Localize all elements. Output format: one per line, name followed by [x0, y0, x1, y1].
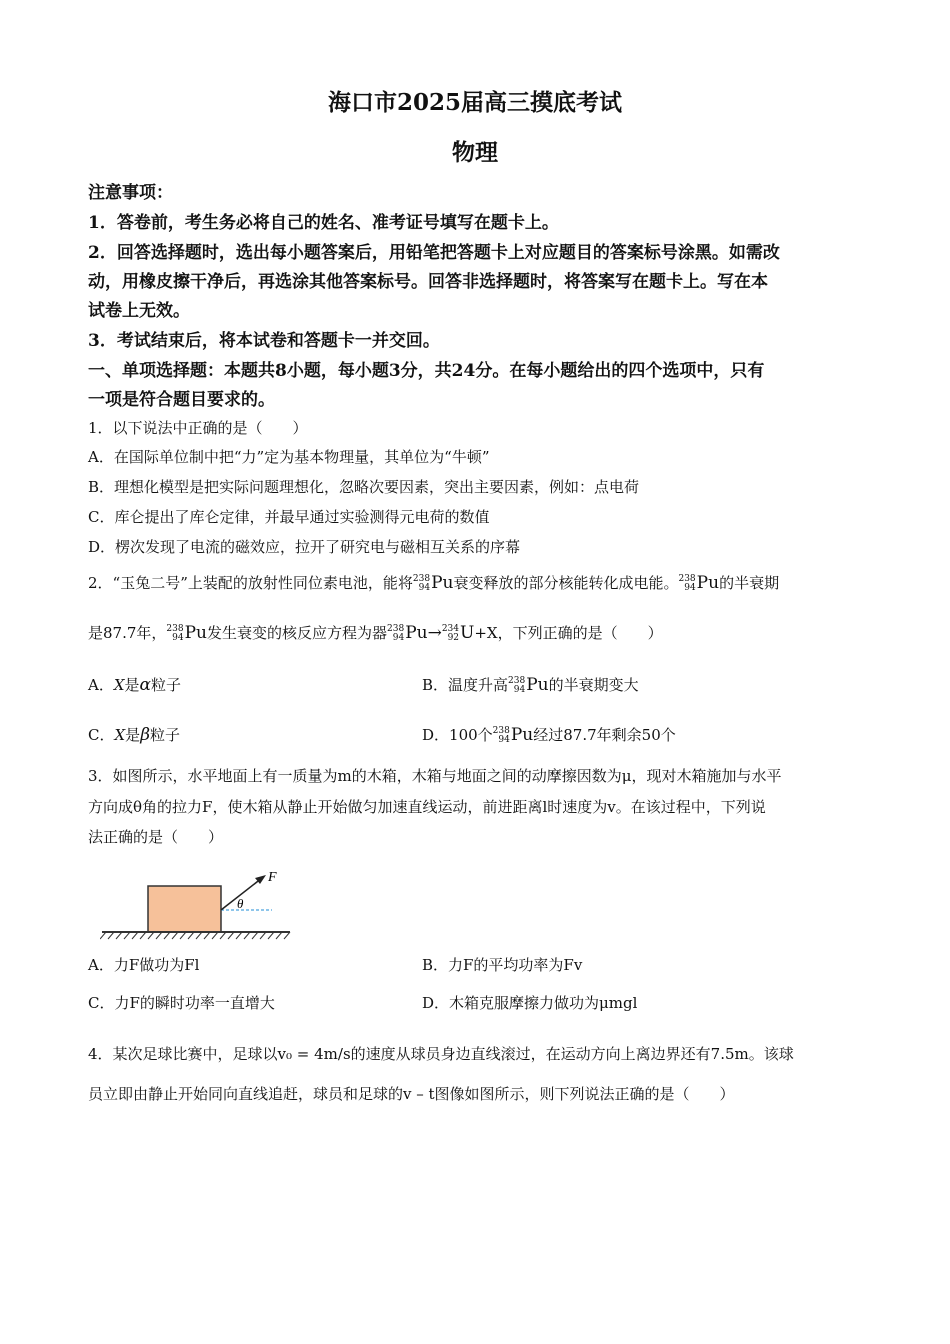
force-label: F — [268, 870, 277, 885]
section1-heading-1: 一、单项选择题：本题共8小题，每小题3分，共24分。在每小题给出的四个选项中，只有 — [88, 361, 765, 381]
subject-title: 物理 — [452, 139, 498, 166]
q1-option-d: D．楞次发现了电流的磁效应，拉开了研究电与磁相互关系的序幕 — [88, 538, 521, 556]
theta-label: θ — [237, 896, 244, 911]
notice-item-3: 3．考试结束后，将本试卷和答题卡一并交回。 — [88, 331, 440, 351]
q2-option-b: B．温度升高 238 94 Pu的半衰期变大 — [422, 675, 639, 695]
q4-line-2: 员立即由静止开始同向直线追赶，球员和足球的v – t图像如图所示，则下列说法正确的是（ ） — [88, 1085, 735, 1103]
notice-item-2a: 2．回答选择题时，选出每小题答案后，用铅笔把答题卡上对应题目的答案标号涂黑。如需改 — [88, 243, 780, 263]
q3-figure — [100, 864, 300, 944]
q2-line-1: 2．“玉兔二号”上装配的放射性同位素电池，能将 238 94 Pu衰变释放的部分核能转化成电能。 238 94 Pu的半衰期 — [88, 573, 780, 593]
q1-option-c: C．库仑提出了库仑定律，并最早通过实验测得元电荷的数值 — [88, 508, 490, 526]
q4-line-1: 4．某次足球比赛中，足球以v₀ = 4m/s的速度从球员身边直线滚过，在运动方向上离边界还有7.5m。该球 — [88, 1045, 794, 1063]
q3-line-3: 法正确的是（ ） — [88, 828, 224, 846]
q2-option-d: D．100个 238 94 Pu经过87.7年剩余50个 — [422, 725, 676, 745]
notice-item-1: 1．答卷前，考生务必将自己的姓名、准考证号填写在题卡上。 — [88, 213, 559, 233]
q1-option-b: B．理想化模型是把实际问题理想化，忽略次要因素，突出主要因素，例如：点电荷 — [88, 478, 640, 496]
notice-item-2c: 试卷上无效。 — [88, 301, 190, 321]
q1-option-a: A．在国际单位制中把“力”定为基本物理量，其单位为“牛顿” — [88, 448, 490, 466]
q2-line-2: 是87.7年， 238 94 Pu发生衰变的核反应方程为器 238 94 Pu→ 234 92 U+X，下列正确的是（ ） — [88, 623, 663, 643]
q1-stem: 1．以下说法中正确的是（ ） — [88, 419, 308, 437]
notice-heading: 注意事项： — [88, 183, 173, 203]
q2-option-a: A．X是α粒子 — [88, 675, 182, 695]
q3-line-2: 方向成θ角的拉力F，使木箱从静止开始做匀加速直线运动，前进距离l时速度为v。在该过程中，下列说 — [88, 798, 766, 816]
notice-item-2b: 动，用橡皮擦干净后，再选涂其他答案标号。回答非选择题时，将答案写在题卡上。写在本 — [88, 272, 768, 292]
q3-option-b: B．力F的平均功率为Fv — [422, 956, 583, 974]
q3-line-1: 3．如图所示，水平地面上有一质量为m的木箱，木箱与地面之间的动摩擦因数为μ，现对木箱施加与水平 — [88, 767, 782, 785]
ground-hatching — [100, 932, 290, 939]
exam-title: 海口市2025届高三摸底考试 — [327, 89, 622, 116]
section1-heading-2: 一项是符合题目要求的。 — [88, 390, 275, 410]
wooden-box — [148, 886, 221, 932]
q2-option-c: C．X是β粒子 — [88, 725, 181, 745]
q3-option-c: C．力F的瞬时功率一直增大 — [88, 994, 275, 1012]
q3-option-a: A．力F做功为Fl — [88, 956, 200, 974]
q3-option-d: D．木箱克服摩擦力做功为μmgl — [422, 994, 638, 1012]
